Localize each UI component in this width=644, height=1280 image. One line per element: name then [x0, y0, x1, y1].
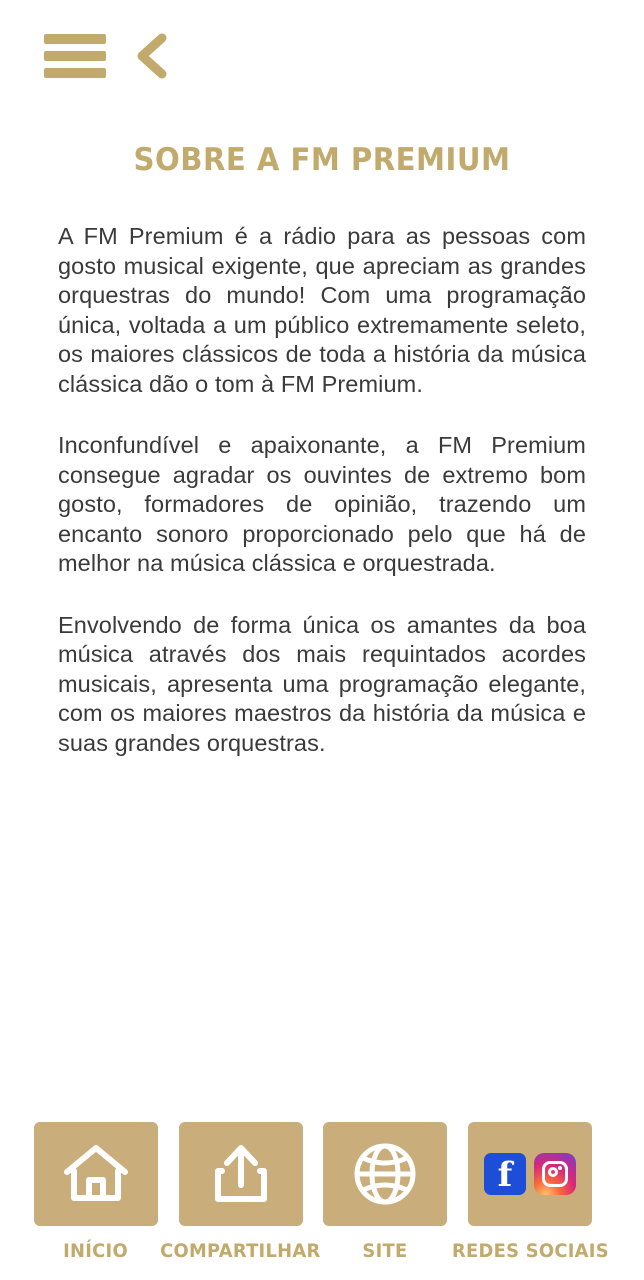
instagram-icon[interactable]	[534, 1153, 576, 1195]
social-icons	[484, 1153, 576, 1195]
nav-tile-redes-sociais[interactable]	[468, 1122, 592, 1226]
facebook-glyph: f	[497, 1155, 513, 1195]
paragraph: Inconfundível e apaixonante, a FM Premium consegue agradar os ouvintes de extremo bom gosto, formadores de opinião, trazendo um encanto sonoro proporcionado pelo que há de melhor na música clássica e orquestrada.	[58, 432, 586, 576]
chevron-left-icon[interactable]	[132, 32, 172, 80]
nav-item-compartilhar[interactable]	[161, 1122, 321, 1262]
home-icon	[61, 1142, 131, 1206]
hamburger-bar	[44, 34, 106, 44]
hamburger-bar	[44, 51, 106, 61]
page-title: SOBRE A FM PREMIUM	[133, 142, 511, 178]
chevron-left-glyph	[132, 32, 172, 80]
nav-tile-compartilhar[interactable]	[179, 1122, 303, 1226]
nav-label-redes-sociais: REDES SOCIAIS	[451, 1240, 609, 1262]
nav-tile-site[interactable]	[323, 1122, 447, 1226]
nav-item-inicio[interactable]	[34, 1122, 158, 1262]
nav-item-site[interactable]	[323, 1122, 447, 1262]
share-icon	[210, 1141, 272, 1207]
nav-tile-inicio[interactable]	[34, 1122, 158, 1226]
nav-label-inicio: INÍCIO	[63, 1240, 129, 1262]
instagram-glyph	[542, 1161, 568, 1187]
bottom-navigation	[0, 1122, 644, 1280]
nav-label-site: SITE	[362, 1240, 408, 1262]
nav-item-redes-sociais[interactable]	[450, 1122, 610, 1262]
instagram-dot	[558, 1166, 562, 1170]
nav-label-compartilhar: COMPARTILHAR	[160, 1240, 321, 1262]
facebook-icon[interactable]	[484, 1153, 526, 1195]
top-bar	[0, 0, 644, 112]
hamburger-bar	[44, 68, 106, 78]
globe-icon	[352, 1141, 418, 1207]
paragraph: Envolvendo de forma única os amantes da boa música através dos mais requintados acordes musicais, apresenta uma programação elegante, com os maiores maestros da história da música e suas grandes orquestras.	[58, 611, 586, 756]
paragraph: A FM Premium é a rádio para as pessoas com gosto musical exigente, que apreciam as grandes orquestras do mundo! Com uma programação única, voltada a um público extremamente seleto, os maiores clássicos de toda a história da música clássica dão o tom à FM Premium.	[58, 223, 586, 397]
hamburger-menu-icon[interactable]	[44, 34, 106, 78]
about-text-block	[0, 178, 644, 1122]
